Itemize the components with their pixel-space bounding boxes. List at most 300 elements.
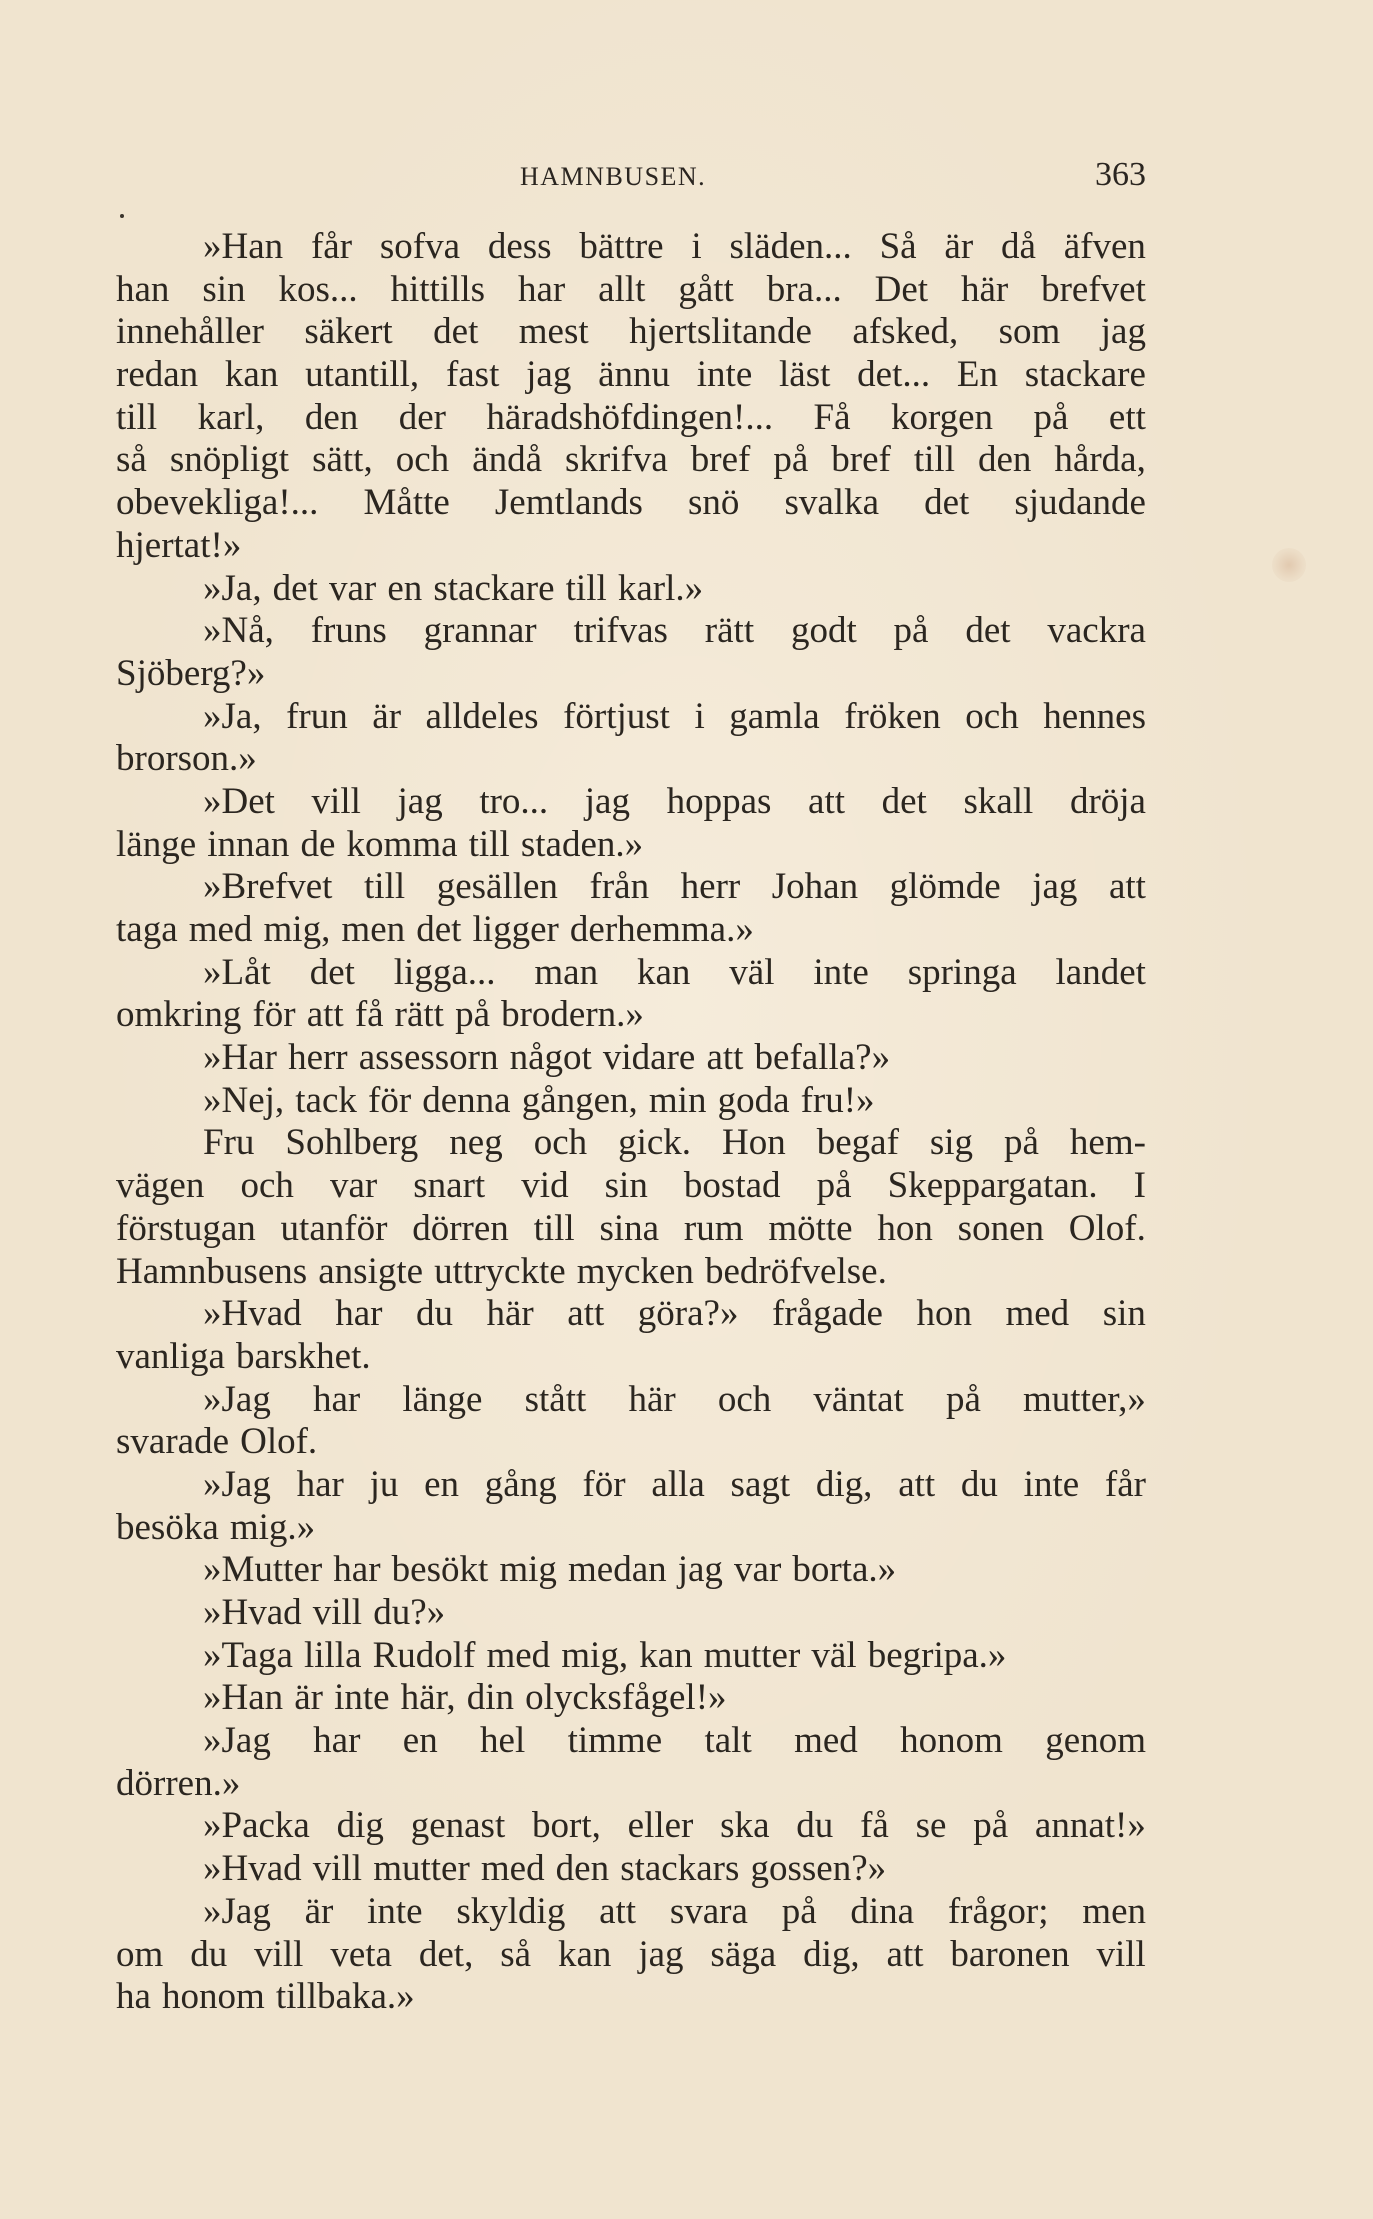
word: tack: [295, 1079, 357, 1121]
word: En: [956, 354, 998, 396]
word: rätt: [704, 610, 755, 652]
word: »Ja,: [203, 695, 262, 737]
text-line: [116, 1336, 1146, 1379]
word: innan: [207, 823, 290, 865]
word: derhemma.»: [569, 909, 754, 950]
word: talt: [704, 1720, 752, 1762]
word: Sohlberg: [285, 1122, 419, 1164]
word: till: [468, 823, 510, 865]
word: kan: [557, 1933, 612, 1975]
word: skyldig: [456, 1890, 566, 1932]
word: den: [304, 396, 359, 438]
word: dig,: [815, 1463, 873, 1505]
word: till: [565, 567, 607, 609]
word: kan: [224, 354, 279, 396]
word: till: [116, 396, 158, 438]
word: glömde: [889, 866, 1001, 908]
word: dess: [487, 226, 552, 267]
word: rum: [683, 1207, 744, 1249]
word: att: [567, 1293, 605, 1335]
word: utantill,: [305, 354, 420, 396]
word: medan: [568, 1549, 667, 1591]
word: det: [272, 567, 318, 609]
word: timme: [567, 1720, 663, 1762]
word: på: [973, 1805, 1009, 1847]
word: om: [116, 1933, 164, 1975]
word: gesällen: [436, 866, 558, 908]
word: honom: [162, 1976, 265, 2018]
word: dig: [336, 1805, 384, 1847]
word: veta: [330, 1933, 392, 1975]
word: bref: [690, 439, 751, 481]
word: mutter: [373, 1848, 470, 1890]
word: afsked,: [852, 311, 959, 353]
word: »Hvad: [203, 1848, 302, 1890]
word: sin: [604, 1165, 648, 1207]
word: min: [648, 1079, 707, 1121]
word: på: [1004, 1122, 1039, 1164]
word: få: [354, 994, 384, 1036]
word: man: [534, 951, 599, 993]
word: har: [313, 1720, 361, 1762]
word: på: [781, 1890, 817, 1932]
word: mötte: [768, 1207, 853, 1249]
word: stackare: [433, 567, 555, 609]
running-head: HAMNBUSEN.: [520, 162, 707, 191]
word: »Taga: [203, 1634, 293, 1676]
text-line: [116, 397, 1146, 440]
word: få: [860, 1805, 889, 1847]
word: det...: [857, 354, 931, 396]
word: alla: [651, 1463, 705, 1505]
word: sina: [599, 1207, 660, 1249]
word: släden...: [729, 226, 852, 267]
word: snö: [687, 482, 740, 524]
word: att: [706, 1037, 744, 1079]
word: frågade: [772, 1293, 883, 1335]
text-line: [116, 653, 1146, 696]
word: var: [328, 567, 377, 609]
word: goda: [717, 1079, 790, 1121]
text-line: [116, 1592, 1146, 1635]
word: karl,: [197, 396, 265, 438]
word: men: [341, 909, 406, 950]
word: mest: [518, 311, 589, 353]
text-line: [116, 1805, 1146, 1848]
word: det,: [418, 1933, 474, 1975]
word: då: [1000, 226, 1036, 267]
word: till: [533, 1207, 575, 1249]
word: gossen?»: [750, 1848, 887, 1890]
word: väl: [729, 951, 775, 993]
text-line: [116, 482, 1146, 525]
word: korgen: [890, 396, 994, 438]
text-line: [116, 1848, 1146, 1891]
word: säkert: [304, 311, 393, 353]
text-line: [116, 1037, 1146, 1080]
word: här,: [400, 1677, 456, 1719]
word: ha: [116, 1976, 151, 2018]
word: stått: [524, 1378, 587, 1420]
page-number: 363: [1095, 156, 1146, 193]
word: vill: [312, 1848, 363, 1890]
word: gamla: [729, 695, 820, 737]
word: Olof.: [240, 1421, 318, 1463]
word: komma: [346, 823, 458, 865]
word: hjertat!»: [116, 524, 242, 566]
word: du?»: [373, 1592, 446, 1633]
word: mutter,»: [1023, 1378, 1146, 1420]
text-line: [116, 1464, 1146, 1507]
text-line: [116, 1122, 1146, 1165]
word: svalka: [784, 482, 880, 524]
word: ansigte: [318, 1250, 424, 1292]
word: baronen: [950, 1933, 1070, 1975]
word: brefvet: [1041, 268, 1146, 310]
word: staden.»: [520, 823, 644, 865]
word: att: [808, 780, 846, 822]
word: gått: [678, 268, 734, 310]
text-line: [116, 439, 1146, 482]
word: »Nej,: [203, 1079, 285, 1121]
word: på: [893, 610, 929, 652]
word: vill: [254, 1933, 304, 1975]
word: på: [945, 1378, 981, 1420]
word: får: [1104, 1463, 1146, 1505]
word: inte: [813, 951, 869, 993]
word: fröken: [844, 695, 941, 737]
word: kos...: [278, 268, 358, 310]
text-line: [116, 1635, 1146, 1678]
word: att: [1108, 866, 1146, 908]
text-line: [116, 269, 1146, 312]
word: jag: [638, 1933, 684, 1975]
text-line: [116, 1165, 1146, 1208]
word: ligger: [472, 909, 559, 950]
word: på: [816, 1165, 852, 1207]
word: befalla?»: [754, 1037, 891, 1079]
text-line: [116, 1976, 1146, 2019]
word: fast: [445, 354, 500, 396]
word: barskhet.: [236, 1335, 371, 1377]
word: och: [965, 695, 1019, 737]
text-line: [116, 738, 1146, 781]
word: länge: [116, 823, 197, 865]
word: mutter: [703, 1634, 801, 1676]
word: en: [402, 1720, 438, 1762]
word: med: [794, 1720, 858, 1762]
word: Olof.: [1068, 1207, 1146, 1249]
word: »Jag: [203, 1463, 271, 1505]
word: gången,: [521, 1079, 638, 1121]
word: och: [395, 439, 450, 481]
text-line: [116, 1891, 1146, 1934]
text-line: [116, 1293, 1146, 1336]
word: begaf: [816, 1122, 899, 1164]
word: kan: [639, 1634, 693, 1676]
word: neg: [449, 1122, 503, 1164]
word: sonen: [957, 1207, 1044, 1249]
word: »Hvad: [203, 1293, 302, 1335]
text-line: [116, 1934, 1146, 1977]
word: gång: [484, 1463, 557, 1505]
word: sin: [202, 268, 246, 310]
word: dörren: [412, 1207, 509, 1249]
word: mycken: [576, 1250, 694, 1292]
word: hårda,: [1054, 439, 1146, 481]
word: stackare: [1024, 354, 1146, 396]
text-line: [116, 568, 1146, 611]
text-line: [116, 1379, 1146, 1422]
page-header: [116, 156, 1146, 196]
word: gick.: [618, 1122, 692, 1164]
word: vill: [1096, 1933, 1146, 1975]
word: sjudande: [1014, 482, 1146, 524]
text-line: [116, 1507, 1146, 1550]
word: taga: [116, 909, 178, 950]
word: ska: [720, 1805, 770, 1847]
word: har: [333, 1549, 381, 1591]
ink-speck: [120, 214, 124, 218]
word: jag: [677, 1549, 723, 1591]
word: med: [480, 1848, 545, 1890]
word: att: [886, 1933, 924, 1975]
word: är: [372, 695, 402, 737]
word: en: [387, 567, 423, 609]
word: inte: [1023, 1463, 1080, 1505]
word: karl.»: [617, 567, 704, 609]
word: med: [1005, 1293, 1070, 1335]
word: jag: [1100, 311, 1146, 353]
text-line: [116, 525, 1146, 568]
word: »Ja,: [203, 567, 262, 609]
word: fru!»: [800, 1079, 875, 1121]
word: stackars: [620, 1848, 740, 1890]
word: »Nå,: [203, 610, 274, 652]
word: förstugan: [116, 1207, 256, 1249]
word: der: [398, 396, 446, 438]
word: något: [509, 1037, 592, 1079]
word: I: [1133, 1165, 1146, 1207]
word: har: [517, 268, 566, 310]
word: de: [300, 823, 336, 865]
text-line: [116, 1421, 1146, 1464]
word: här: [486, 1293, 534, 1335]
word: borta.»: [792, 1549, 897, 1591]
word: genom: [1045, 1720, 1146, 1762]
word: din: [466, 1677, 515, 1719]
word: vill: [311, 780, 361, 822]
word: för: [582, 1463, 626, 1505]
word: har: [335, 1293, 383, 1335]
word: och: [533, 1122, 588, 1164]
word: genast: [410, 1805, 506, 1847]
word: »Hvad: [203, 1592, 302, 1633]
word: bra...: [766, 268, 842, 310]
word: ändå: [472, 439, 543, 481]
word: frågor;: [947, 1890, 1049, 1932]
text-line: [116, 1763, 1146, 1806]
word: bostad: [683, 1165, 781, 1207]
word: sofva: [379, 226, 461, 267]
word: landet: [1055, 951, 1146, 993]
word: väl: [811, 1634, 857, 1676]
word: väntat: [813, 1378, 904, 1420]
word: rätt: [394, 994, 444, 1036]
text-line: [116, 226, 1146, 269]
word: eller: [627, 1805, 694, 1847]
word: obevekliga!...: [116, 482, 319, 524]
word: har: [312, 1378, 361, 1420]
word: med: [188, 909, 253, 950]
word: svarade: [116, 1421, 229, 1463]
word: inte: [696, 354, 753, 396]
word: i: [694, 695, 705, 737]
word: mig,: [263, 909, 331, 950]
word: var: [329, 1165, 378, 1207]
word: annat!»: [1034, 1805, 1146, 1847]
word: Så: [879, 226, 917, 267]
word: herr: [288, 1037, 348, 1079]
word: honom: [900, 1720, 1003, 1762]
word: redan: [116, 354, 199, 396]
word: besöka: [116, 1506, 219, 1548]
word: det: [881, 780, 927, 822]
word: länge: [402, 1378, 483, 1420]
word: sig: [929, 1122, 974, 1164]
word: till: [364, 866, 406, 908]
text-line: [116, 1080, 1146, 1123]
word: hittills: [390, 268, 486, 310]
word: men: [1082, 1890, 1146, 1932]
word: »Mutter: [203, 1549, 323, 1591]
word: Johan: [771, 866, 859, 908]
text-line: [116, 1549, 1146, 1592]
word: Det: [874, 268, 929, 310]
word: han: [116, 268, 170, 310]
word: »Jag: [203, 1378, 271, 1420]
word: bort,: [532, 1805, 601, 1847]
word: att: [306, 994, 344, 1036]
word: det: [416, 909, 462, 950]
word: vid: [521, 1165, 569, 1207]
word: »Har: [203, 1037, 277, 1079]
word: herr: [680, 866, 741, 908]
word: bedröfvelse.: [704, 1250, 887, 1292]
word: »Packa: [203, 1805, 310, 1847]
word: brodern.»: [501, 994, 644, 1036]
word: den: [977, 439, 1032, 481]
word: en: [424, 1463, 460, 1505]
word: dina: [850, 1890, 915, 1932]
word: ligga...: [393, 951, 496, 993]
word: Få: [813, 396, 851, 438]
text-line: [116, 824, 1146, 867]
text-line: [116, 1720, 1146, 1763]
word: och: [717, 1378, 772, 1420]
word: den: [555, 1848, 610, 1890]
word: jag: [526, 354, 572, 396]
word: snöpligt: [169, 439, 290, 481]
word: alldeles: [425, 695, 539, 737]
word: allt: [598, 268, 646, 310]
word: så: [500, 1933, 532, 1975]
word: se: [915, 1805, 947, 1847]
word: Rudolf: [372, 1634, 476, 1676]
word: hennes: [1043, 695, 1146, 737]
word: sagt: [730, 1463, 791, 1505]
word: Måtte: [363, 482, 450, 524]
word: vidare: [602, 1037, 696, 1079]
paper-stain: [1272, 548, 1306, 582]
word: »Låt: [203, 951, 271, 993]
word: för: [252, 994, 296, 1036]
word: är: [304, 1890, 334, 1932]
word: göra?»: [637, 1293, 739, 1335]
word: hon: [916, 1293, 972, 1335]
word: »Han: [203, 226, 284, 267]
text-line: [116, 866, 1146, 909]
word: »Jag: [203, 1720, 271, 1762]
word: det: [965, 610, 1011, 652]
word: vill: [312, 1592, 363, 1633]
word: hon: [877, 1207, 933, 1249]
word: att: [898, 1463, 936, 1505]
word: du: [415, 1293, 453, 1335]
word: du: [190, 1933, 228, 1975]
word: var: [734, 1549, 782, 1591]
word: för: [368, 1079, 412, 1121]
text-line: [116, 311, 1146, 354]
word: har: [296, 1463, 344, 1505]
word: assessorn: [358, 1037, 499, 1079]
text-line: [116, 696, 1146, 739]
word: du: [960, 1463, 998, 1505]
word: uttryckte: [434, 1250, 566, 1292]
word: tro...: [479, 780, 549, 822]
word: här: [960, 268, 1009, 310]
word: fruns: [310, 610, 387, 652]
word: Fru: [203, 1122, 255, 1164]
word: är: [944, 226, 974, 267]
word: Sjöberg?»: [116, 652, 266, 694]
word: grannar: [423, 610, 537, 652]
word: det: [924, 482, 970, 524]
word: vägen: [116, 1165, 205, 1207]
word: dröja: [1069, 780, 1146, 822]
word: Skeppargatan.: [887, 1165, 1098, 1207]
word: från: [589, 866, 650, 908]
word: besökt: [391, 1549, 489, 1591]
word: olycksfågel!»: [525, 1677, 727, 1719]
word: i: [691, 226, 702, 267]
word: bref: [831, 439, 891, 481]
text-line: [116, 781, 1146, 824]
word: begripa.»: [867, 1634, 1007, 1676]
word: du: [796, 1805, 834, 1847]
word: omkring: [116, 994, 242, 1036]
word: mig,: [561, 1634, 629, 1676]
word: att: [599, 1890, 637, 1932]
word: frun: [286, 695, 348, 737]
word: brorson.»: [116, 738, 257, 780]
word: svara: [669, 1890, 748, 1932]
word: »Jag: [203, 1890, 271, 1932]
word: hel: [480, 1720, 526, 1762]
word: dörren.»: [116, 1762, 241, 1804]
word: utanför: [280, 1207, 388, 1249]
word: på: [773, 439, 809, 481]
